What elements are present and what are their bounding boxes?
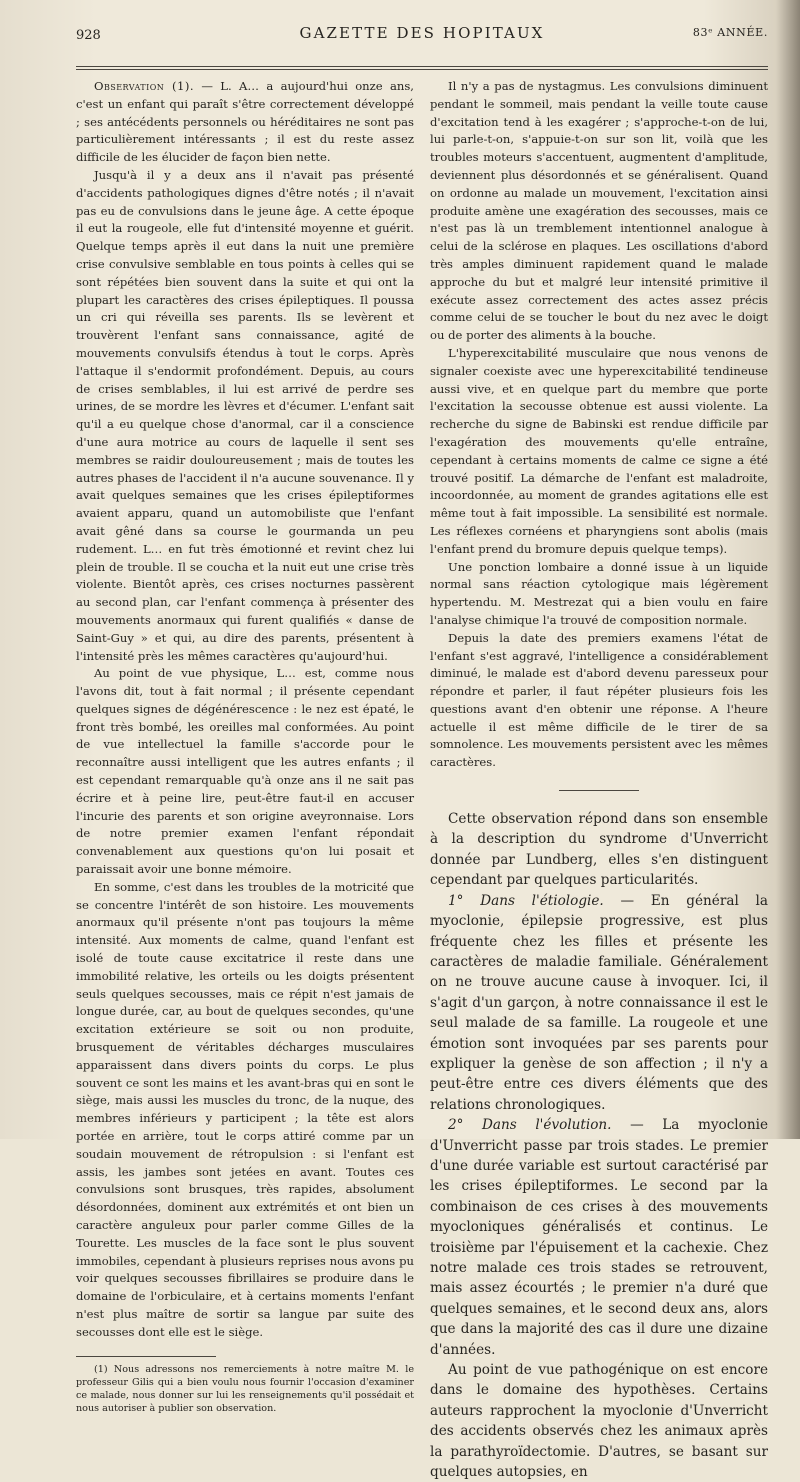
evolution-text: — La myoclonie d'Unverricht passe par trois stades. Le premier d'une durée variable est surtout caractérisé par les crises épileptiformes. Le second par la combinaison de ces crises à des mouvements myocloniques généralisés et continus. Le troisième par l'épuisement et la cachexie. Chez notre malade ces trois stades se retrouvent, mais assez écourtés ; le premier n'a duré que quelques semaines, et le second deux ans, alors que dans la majorité des cas il dure une dizaine d'années. <box>430 1117 768 1358</box>
discussion-intro: Cette observation répond dans son ensemble à la description du syndrome d'Unverricht donnée par Lundberg, elles s'en distinguent cependant par quelques particularités. <box>430 811 768 889</box>
etiology-label: 1° Dans l'étiologie. <box>448 892 604 909</box>
evolution-label: 2° Dans l'évolution. <box>448 1117 612 1134</box>
footnote-rule <box>76 1356 216 1357</box>
physical-paragraph: Au point de vue physique, L… est, comme nous l'avons dit, tout à fait normal ; il présente cependant quelques signes de dégénérescence : le nez est épaté, le front très bombé, les oreilles mal conformées. Au point de vue intellectuel la famille s'accorde pour le reconnaître aussi intelligent que les autres enfants ; il est cependant remarquable qu'à onze ans il ne sait pas écrire et à peine lire, peut-être faut-il en accuser l'incurie des parents et son origine aveyronnaise. Lors de notre premier examen l'enfant répondait convenablement aux questions qu'on lui posait et paraissait avoir une bonne mémoire. <box>76 666 414 877</box>
left-column <box>76 78 414 1482</box>
etiology-text: — En général la myoclonie, épilepsie progressive, est plus fréquente chez les filles et présente les caractères de maladie familiale. Généralement on ne trouve aucune cause à invoquer. Ici, il s'agit d'un garçon, à notre connaissance il est le seul malade de sa famille. La rougeole et une émotion sont invoquées par ses parents pour expliquer la genèse de son affection ; il n'y a peut-être entre ces divers éléments que des relations chronologiques. <box>430 892 768 1113</box>
observation-text: — L. A… a aujourd'hui onze ans, c'est un enfant qui paraît s'être correctement développé ; ses antécédents personnels ou héréditaires ne sont pas particulièrement intéressants ; il est du reste assez difficile de les élucider de façon bien nette. <box>76 79 414 165</box>
right-column <box>430 78 768 1482</box>
footnote: (1) Nous adressons nos remerciements à notre maître M. le professeur Gilis qui a bien voulu nous fournir l'occasion d'examiner ce malade, nous donner sur lui les renseignements qu'il possédait et nous autoriser à publier son observation. <box>76 1363 414 1414</box>
header-rule-second <box>76 69 768 70</box>
evolution-paragraph <box>430 1115 768 1360</box>
pathogeny-paragraph: Au point de vue pathogénique on est encore dans le domaine des hypothèses. Certains auteurs rapprochent la myoclonie d'Unverricht des accidents observés chez les animaux après la parathyroïdectomie. D'autres, se basant sur quelques autopsies, en <box>430 1362 768 1481</box>
header-rule <box>76 66 768 67</box>
journal-title: GAZETTE DES HOPITAUX <box>299 24 545 42</box>
hyperexcitability-paragraph: L'hyperexcitabilité musculaire que nous venons de signaler coexiste avec une hyperexcitabilité tendineuse aussi vive, et en quelque part du membre que porte l'excitation la secousse obtenue est aussi violente. La recherche du signe de Babinski est rendue difficile par l'exagération des mouvements qu'elle entraîne, cependant à certains moments de calme ce signe a été trouvé positif. La démarche de l'enfant est maladroite, incoordonnée, au moment de grandes agitations elle est même tout à fait impossible. La sensibilité est normale. Les réflexes cornéens et pharyngiens sont abolis (mais l'enfant prend du bromure depuis quelque temps). <box>430 345 768 556</box>
running-head <box>76 22 768 50</box>
section-separator <box>559 790 639 791</box>
history-paragraph: Jusqu'à il y a deux ans il n'avait pas présenté d'accidents pathologiques dignes d'être notés ; il n'avait pas eu de convulsions dans le jeune âge. A cette époque il eut la rougeole, elle fut d'intensité moyenne et guérit. Quelque temps après il eut dans la nuit une première crise convulsive semblable en tous points à celles qui se sont répétées bien souvent dans la suite et qui ont la plupart les caractères des crises épileptiques. Il poussa un cri qui réveilla ses parents. Ils se levèrent et trouvèrent l'enfant sans connaissance, agité de mouvements convulsifs étendus à tout le corps. Après l'attaque il s'endormit profondément. Depuis, au cours de crises semblables, il lui est arrivé de perdre ses urines, de se mordre les lèvres et d'écumer. L'enfant sait qu'il a eu quelque chose d'anormal, car il a conscience d'une aura motrice au cours de laquelle il sent ses membres se raidir douloureusement ; mais de toutes les autres phases de l'accident il n'a aucune souvenance. Il y avait quelques semaines que les crises épileptiformes avaient apparu, quand un automobiliste que l'enfant avait gêné dans sa course le gourmanda un peu rudement. L… en fut très émotionné et revint chez lui plein de trouble. Il se coucha et la nuit eut une crise très violente. Bientôt après, ces crises nocturnes passèrent au second plan, car l'enfant commença à présenter des mouvements anormaux qui furent qualifiés « danse de Saint-Guy » et qui, au dire des parents, présentent à l'intensité près les mêmes caractères qu'aujourd'hui. <box>76 167 414 663</box>
text-columns <box>76 78 768 1482</box>
observation-label: Observation (1). <box>94 79 194 93</box>
page-number: 928 <box>76 28 101 43</box>
lumbar-puncture-paragraph: Une ponction lombaire a donné issue à un liquide normal sans réaction cytologique mais légèrement hypertendu. M. Mestrezat qui a bien voulu en faire l'analyse chimique l'a trouvé de composition normale. <box>430 559 768 627</box>
observation-paragraph <box>76 78 414 167</box>
progression-paragraph: Depuis la date des premiers examens l'état de l'enfant s'est aggravé, l'intelligence a considérablement diminué, le malade est d'abord devenu paresseux pour répondre et parler, il faut répéter plusieurs fois les questions avant d'en obtenir une réponse. A l'heure actuelle il est même difficile de le tirer de sa somnolence. Les mouvements persistent avec les mêmes caractères. <box>430 630 768 770</box>
nystagmus-paragraph: Il n'y a pas de nystagmus. Les convulsions diminuent pendant le sommeil, mais pendant la veille toute cause d'excitation tend à les exagérer ; s'approche-t-on de lui, lui parle-t-on, s'appuie-t-on sur son lit, voilà que les troubles moteurs s'accentuent, augmentent d'amplitude, deviennent plus désordonnés et se généralisent. Quand on ordonne au malade un mouvement, l'excitation ainsi produite amène une exagération des secousses, mais ce n'est pas là un tremblement intentionnel analogue à celui de la sclérose en plaques. Les oscillations d'abord très amples diminuent rapidement quand le malade approche du but et malgré leur intensité primitive il exécute assez correctement des actes assez précis comme celui de se toucher le bout du nez avec le doigt ou de porter des aliments à la bouche. <box>430 79 768 343</box>
year-label: 83ᵉ ANNÉE. <box>692 26 768 39</box>
motricity-paragraph: En somme, c'est dans les troubles de la motricité que se concentre l'intérêt de son histoire. Les mouvements anormaux qu'il présente n'ont pas toujours la même intensité. Aux moments de calme, quand l'enfant est isolé de toute cause excitatrice il reste dans une immobilité relative, les orteils ou les doigts présentent seuls quelques secousses, mais ce répit n'est jamais de longue durée, car, au bout de quelques secondes, qu'une excitation extérieure se soit ou non produite, brusquement de véritables décharges musculaires apparaissent dans divers points du corps. Le plus souvent ce sont les mains et les avant-bras qui en sont le siège, mais aussi les muscles du tronc, de la nuque, des membres inférieurs y participent ; la tête est alors portée en arrière, tout le corps attiré comme par un soudain mouvement de rétropulsion : si l'enfant est assis, les jambes sont jetées en avant. Toutes ces convulsions sont brusques, très rapides, absolument désordonnées, dominent aux extrémités et ont bien un caractère anguleux pour parler comme Gilles de la Tourette. Les muscles de la face sont le plus souvent immobiles, cependant à plusieurs reprises nous avons pu voir quelques secousses fibrillaires se produire dans le domaine de l'orbiculaire, et à certains moments l'enfant n'est plus maître de sortir sa langue par suite des secousses dont elle est le siège. <box>76 879 414 1339</box>
etiology-paragraph <box>430 891 768 1115</box>
discussion-section <box>430 809 768 1482</box>
